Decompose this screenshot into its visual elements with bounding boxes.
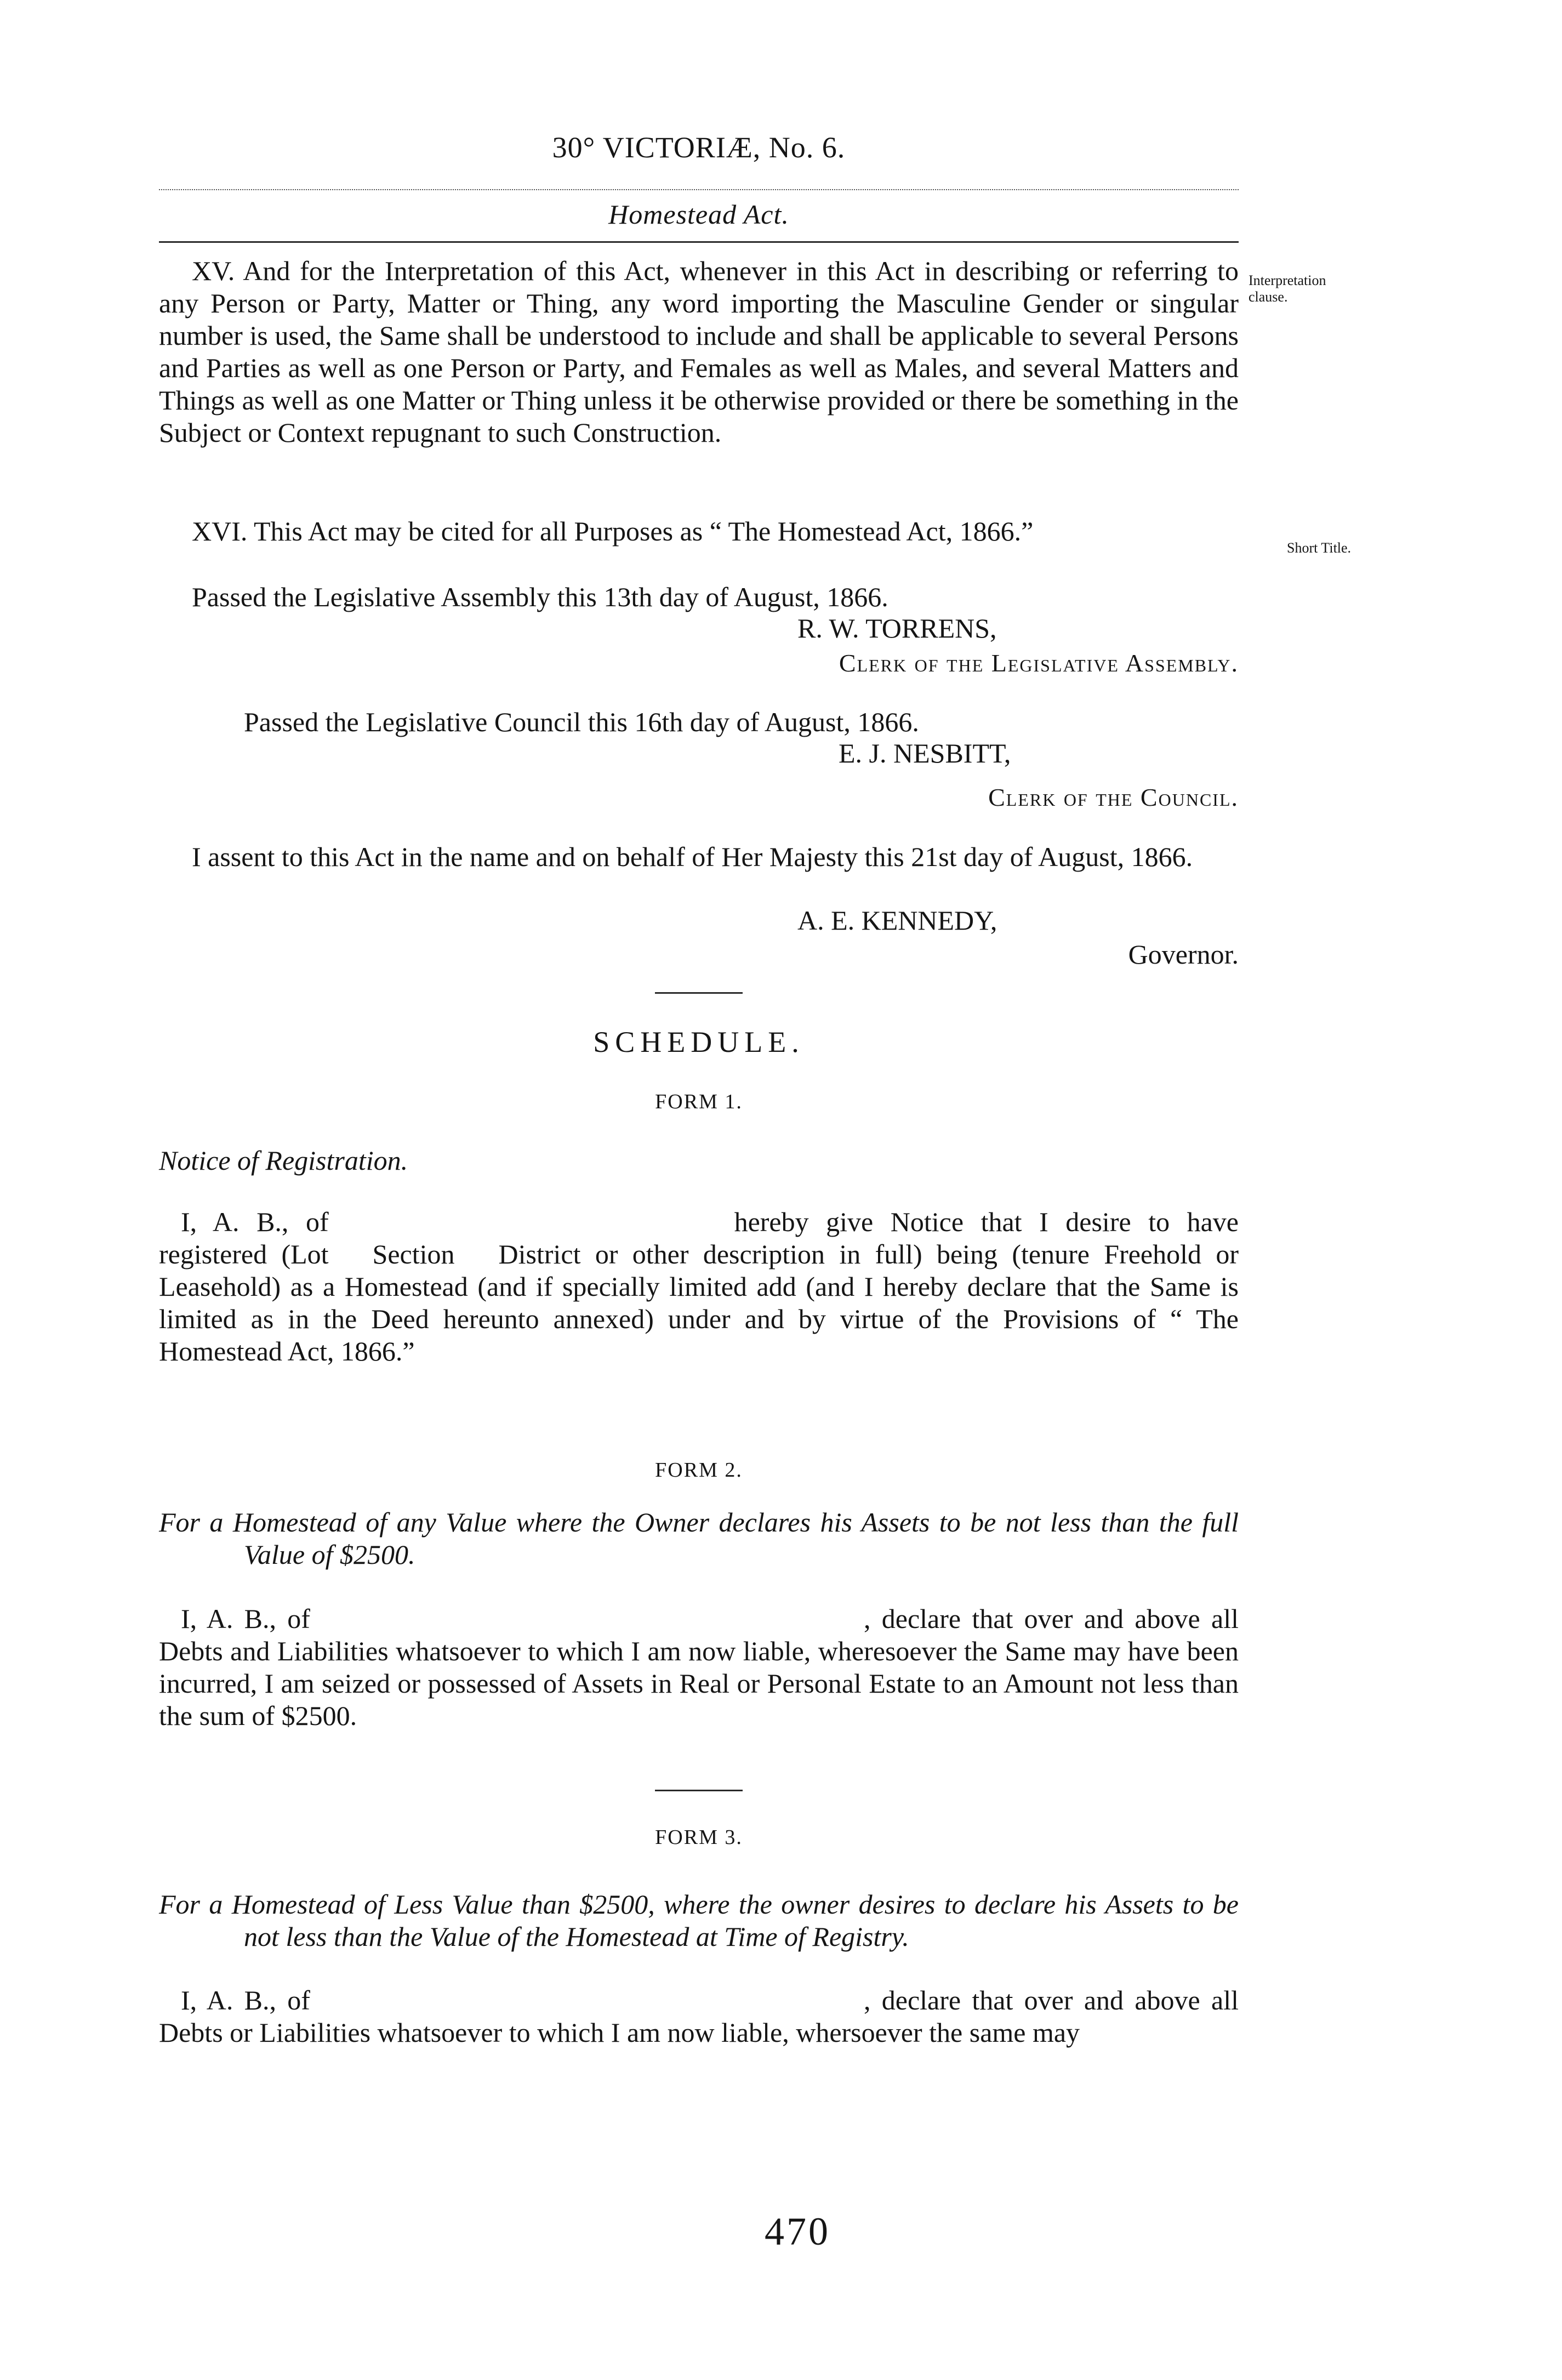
- form2-text: [159, 1603, 1239, 1732]
- section-xvi: XVI. This Act may be cited for all Purposes as “ The Homestead Act, 1866.”: [192, 516, 1034, 546]
- form2-text-a: I, A. B., of: [181, 1603, 310, 1634]
- header-rule-top: [159, 189, 1239, 190]
- form2-heading: For a Homestead of any Value where the Owner declares his Assets to be not less than the full Value of $2500.: [159, 1507, 1239, 1570]
- margin-note-interpretation: Interpretation clause.: [1249, 272, 1326, 305]
- form1-text-d: District or other description in full) being (tenure Freehold or Leasehold) as a Homestead (and if specially limited add (and I hereby declare that the Same is limited as in the Deed hereunto annexed) under and by virtue of the Provisions of “ The Homestead Act, 1866.”: [159, 1239, 1239, 1366]
- schedule-title: SCHEDULE.: [593, 1026, 805, 1058]
- margin-note-short-title: Short Title.: [1287, 540, 1352, 556]
- form3-label: FORM 3.: [655, 1826, 743, 1849]
- section-xv: XV. And for the Interpretation of this Act, whenever in this Act in describing or referring to any Person or Party, Matter or Thing, any word importing the Masculine Gender or singular number is used, the Same shall be understood to include and shall be applicable to several Persons and Parties as well as one Person or Party, and Females as well as Males, and several Matters and Things as well as one Matter or Thing unless it be otherwise provided or there be something in the Subject or Context repugnant to such Construction.: [159, 255, 1239, 448]
- form1-label: FORM 1.: [655, 1090, 743, 1113]
- page-number: 470: [765, 2210, 830, 2253]
- passed-council-line: Passed the Legislative Council this 16th day of August, 1866.: [244, 707, 919, 737]
- header-rule-bottom: [159, 241, 1239, 243]
- governor-name: A. E. KENNEDY,: [797, 905, 997, 936]
- divider-2: [655, 1790, 743, 1791]
- form1-text-c: Section: [372, 1239, 455, 1269]
- form1-text-b: hereby give Notice that I desire to have registered (Lot: [159, 1206, 1239, 1269]
- act-subtitle: Homestead Act.: [608, 199, 789, 230]
- form1-heading: Notice of Registration.: [159, 1145, 408, 1176]
- assembly-clerk-title: Clerk of the Legislative Assembly.: [839, 649, 1239, 677]
- governor-title: Governor.: [1128, 939, 1239, 970]
- assembly-clerk-name: R. W. TORRENS,: [797, 613, 997, 644]
- assent-line: I assent to this Act in the name and on behalf of Her Majesty this 21st day of August, 1866.: [192, 841, 1193, 872]
- form1-text: [159, 1206, 1239, 1368]
- form3-heading: For a Homestead of Less Value than $2500, where the owner desires to declare his Assets to be not less than the Value of the Homestead at Time of Registry.: [159, 1889, 1239, 1952]
- form3-text: [159, 1984, 1239, 2049]
- form3-text-b: , declare that over and above all Debts or Liabilities whatsoever to which I am now liable, whersoever the same may: [159, 1985, 1239, 2048]
- form3-text-a: I, A. B., of: [181, 1985, 310, 2015]
- form2-text-b: , declare that over and above all Debts and Liabilities whatsoever to which I am now liable, wheresoever the Same may have been incurred, I am seized or possessed of Assets in Real or Personal Estate to an Amount not less than the sum of $2500.: [159, 1603, 1239, 1731]
- running-head: 30° VICTORIÆ, No. 6.: [552, 131, 846, 164]
- council-clerk-title: Clerk of the Council.: [988, 783, 1239, 811]
- form2-label: FORM 2.: [655, 1459, 743, 1482]
- form1-text-a: I, A. B., of: [181, 1206, 329, 1237]
- council-clerk-name: E. J. NESBITT,: [839, 738, 1011, 768]
- divider-1: [655, 992, 743, 994]
- passed-assembly-line: Passed the Legislative Assembly this 13th day of August, 1866.: [192, 582, 888, 612]
